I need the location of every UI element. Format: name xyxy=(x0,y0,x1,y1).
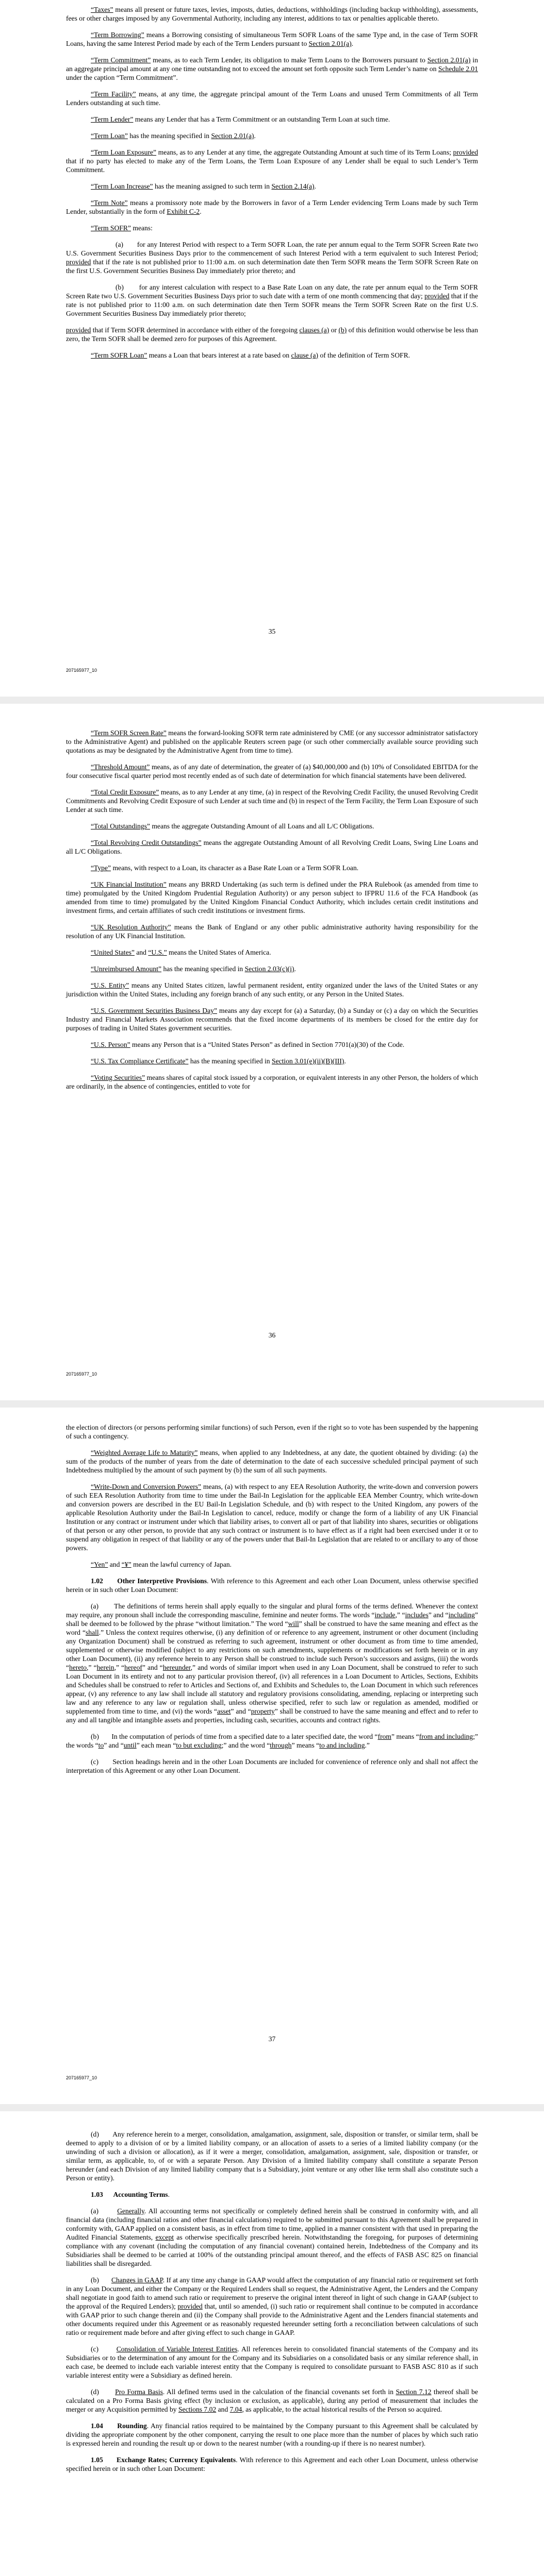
defined-term: Generally xyxy=(117,2207,144,2215)
text-run: has the meaning assigned to such term in xyxy=(153,182,272,190)
text-run: ” and “ xyxy=(230,1707,251,1715)
paragraph xyxy=(66,822,478,831)
text-run: ” shall be deemed to be followed by the phrase “without limitation.” The word “ xyxy=(66,1611,478,1628)
paragraph xyxy=(66,30,478,48)
paragraph xyxy=(66,1006,478,1032)
text-run: means, when applied to any Indebtedness, at any date, the quotient obtained by dividing: (a) the sum of the products of the number of years from the date of determination to the date of each successive scheduled principal payment of such Indebtedness multiplied by the amount of such payment by (b) the sum of all such payments. xyxy=(66,1449,478,1474)
paragraph xyxy=(66,1423,478,1440)
text-run: or xyxy=(329,326,339,334)
paragraph xyxy=(66,923,478,940)
defined-term: “Term Note” xyxy=(91,199,128,207)
paragraph xyxy=(66,880,478,915)
section-heading: Accounting Terms xyxy=(113,2191,168,2198)
defined-term: provided xyxy=(177,2302,203,2310)
text-run: and xyxy=(108,1561,122,1568)
defined-term: “Total Revolving Credit Outstandings” xyxy=(91,839,202,846)
defined-term: hereof xyxy=(124,1664,142,1671)
paragraph xyxy=(66,1577,478,1594)
paragraph xyxy=(66,1448,478,1475)
text-run: means the Bank of England or any other public administrative authority having responsibility for the resolution of any UK Financial Institution. xyxy=(66,923,478,940)
text-run: . xyxy=(168,2191,170,2198)
defined-term: Section 3.01(e)(ii)(B)(III) xyxy=(272,1057,344,1065)
text-run: means, with respect to a Loan, its character as a Base Rate Loan or a Term SOFR Loan. xyxy=(111,864,359,872)
text-run: that if the rate is not published prior to 11:00 a.m. on such determination date then Term SOFR means the Term SOFR Screen Rate on the first U.S. Government Securities Business Day immediately prior thereto; and xyxy=(66,258,478,275)
text-run: ” and “ xyxy=(142,1664,163,1671)
text-run: the election of directors (or persons performing similar functions) of such Person, even if the right so to vote has been suspended by the happening of such a contingency. xyxy=(66,1423,478,1440)
defined-term: provided xyxy=(66,326,91,334)
paragraph xyxy=(66,1057,478,1065)
defined-term: “Term Facility” xyxy=(91,90,136,98)
text-run: means shares of capital stock issued by a corporation, or equivalent interests in any other Person, the holders of which are ordinarily, in the absence of contingencies, entitled to vote for xyxy=(66,1074,478,1090)
defined-term: Consolidation of Variable Interest Entities xyxy=(116,2345,238,2353)
defined-term: from and including xyxy=(419,1733,473,1740)
defined-term: “Threshold Amount” xyxy=(91,763,150,771)
paragraph xyxy=(66,131,478,140)
defined-term: “Term SOFR Loan” xyxy=(91,351,147,359)
defined-term: “Write-Down and Conversion Powers” xyxy=(91,1483,202,1490)
text-run: ,” “ xyxy=(87,1664,97,1671)
text-run: ” shall be construed to have the same meaning and effect as the word “ xyxy=(66,1620,478,1636)
text-run: has the meaning specified in xyxy=(127,132,211,140)
section-heading: Rounding xyxy=(117,2422,147,2430)
paragraph xyxy=(66,2207,478,2268)
defined-term: “Term Loan Exposure” xyxy=(91,148,157,156)
defined-term: clauses (a) xyxy=(299,326,329,334)
page-number: 35 xyxy=(268,628,276,635)
text-run: that if no party has elected to make any of the Term Loans, the Term Loan Exposure of any Lender shall be equal to such Lender’s Term Commitment. xyxy=(66,157,478,174)
paragraph xyxy=(66,1732,478,1750)
defined-term: includes xyxy=(405,1611,428,1619)
paragraph xyxy=(66,838,478,856)
page-number: 36 xyxy=(268,1331,276,1339)
defined-term: to but excluding xyxy=(176,1741,222,1749)
defined-term: “Term Commitment” xyxy=(91,56,151,64)
text-run: (c) Section headings herein and in the other Loan Documents are included for convenience of reference only and shall not affect the interpretation of this Agreement or any other Loan Document. xyxy=(66,1758,478,1774)
paragraph xyxy=(66,1560,478,1569)
defined-term: “Unreimbursed Amount” xyxy=(91,965,162,973)
defined-term: through xyxy=(270,1741,292,1749)
text-run: means, as to each Term Lender, its obligation to make Term Loans to the Borrowers pursuant to xyxy=(151,56,427,64)
defined-term: hereunder xyxy=(162,1664,191,1671)
defined-term: except xyxy=(155,2233,174,2241)
defined-term: Section 2.01(a) xyxy=(308,40,352,47)
defined-term: Exhibit C-2 xyxy=(167,208,200,215)
defined-term: “UK Financial Institution” xyxy=(91,880,167,888)
defined-term: “Total Credit Exposure” xyxy=(91,788,159,796)
paragraph xyxy=(66,351,478,360)
text-run: means, as to any Lender at any time, the aggregate Outstanding Amount at such time of its Term Loans; xyxy=(156,148,453,156)
defined-term: “Weighted Average Life to Maturity” xyxy=(91,1449,198,1456)
defined-term: (b) xyxy=(338,326,347,334)
document-id: 207165977_10 xyxy=(66,2075,97,2080)
defined-term: Section 2.03(c)(i) xyxy=(244,965,294,973)
page-body xyxy=(66,5,478,360)
section-heading: 1.05 xyxy=(91,2456,117,2464)
text-run: ” shall be construed to have the same meaning and effect and to refer to any and all tangible and intangible assets and properties, including cash, securities, accounts and contract rights. xyxy=(66,1707,478,1724)
text-run: means any United States citizen, lawful permanent resident, entity organized under the laws of the United States or any jurisdiction within the United States, including any foreign branch of any such entity, or any Person in the United States. xyxy=(66,981,478,998)
text-run: means, (a) with respect to any EEA Resolution Authority, the write-down and conversion powers of such EEA Resolution Authority from time to time under the Bail-In Legislation for the applicable EEA Member Country, which write-down and conversion powers are described in the EU Bail-In Legislation Schedule, and (b) with respect to the United Kingdom, any powers of the applicable Resolution Authority under the Bail-In Legislation to cancel, reduce, modify or change the form of a liability of any UK Financial Institution or any contract or instrument under which that liability arises, to convert all or part of that liability into shares, securities or obligations of that person or any other person, to provide that any such contract or instrument is to have effect as if a right had been exercised under it or to suspend any obligation in respect of that liability or any of the powers under that Bail-In Legislation that are related to or ancillary to any of those powers. xyxy=(66,1483,479,1552)
defined-term: Section 2.01(a) xyxy=(211,132,254,140)
paragraph xyxy=(66,964,478,973)
paragraph xyxy=(66,224,478,232)
text-run: . With reference to this Agreement and each other Loan Document, unless otherwise specified herein or in such other Loan Document: xyxy=(66,2456,479,2472)
text-run: ” means “ xyxy=(291,1741,320,1749)
document-page-36 xyxy=(0,704,544,1400)
defined-term: “Term Borrowing” xyxy=(91,31,144,39)
paragraph xyxy=(66,56,478,82)
page-number: 37 xyxy=(268,2035,276,2043)
paragraph xyxy=(66,90,478,107)
text-run: and xyxy=(216,2405,230,2413)
defined-term: “United States” xyxy=(91,948,135,956)
paragraph xyxy=(66,2455,478,2473)
text-run: means any Person that is a “United States Person” as defined in Section 7701(a)(30) of the Code. xyxy=(130,1041,405,1048)
text-run: (a) for any Interest Period with respect to a Term SOFR Loan, the rate per annum equal to the Term SOFR Screen Rate two U.S. Government Securities Business Days prior to the commencement of such Interest Period with a term equivalent to such Interest Period; xyxy=(66,241,478,257)
paragraph xyxy=(66,1482,478,1552)
defined-term: Pro Forma Basis xyxy=(115,2388,163,2396)
paragraph xyxy=(66,863,478,872)
defined-term: Section 2.01(a) xyxy=(427,56,471,64)
paragraph xyxy=(66,2276,478,2337)
text-run: (a) xyxy=(91,2207,118,2215)
defined-term: to and including xyxy=(319,1741,365,1749)
defined-term: “¥” xyxy=(121,1561,131,1568)
text-run: (d) xyxy=(91,2388,116,2396)
text-run: . xyxy=(314,182,316,190)
defined-term: “Total Outstandings” xyxy=(91,822,150,830)
defined-term: hereto xyxy=(69,1664,87,1671)
text-run: . All accounting terms not specifically or completely defined herein shall be construed in conformity with, and all financial data (including financial ratios and other financial calculations) required to be submitted pursuant to this Agreement shall be prepared in conformity with, GAAP applied on a consistent basis, as in effect from time to time, applied in a manner consistent with that used in preparing the Audited Financial Statements, xyxy=(66,2207,478,2241)
paragraph xyxy=(66,2387,478,2414)
text-run: means, as to any Lender at any time, (a) in respect of the Revolving Credit Facility, the unused Revolving Credit Commitments and Revolving Credit Exposure of such Lender at such time and (b) in respect of the Term Facility, the Term Loan Exposure of such Lender at such time. xyxy=(66,788,479,814)
text-run: .” xyxy=(365,1741,370,1749)
section-heading: Exchange Rates; Currency Equivalents xyxy=(117,2456,236,2464)
text-run: and xyxy=(134,948,149,956)
text-run: as otherwise specifically prescribed herein. Notwithstanding the foregoing, for purposes of determining compliance with any covenant (including the computation of any financial covenant) contained herein, Indebtedness of the Company and its Subsidiaries shall be deemed to be carried at 100% of the outstanding principal amount thereof, and the effects of FASB ASC 825 on financial liabilities shall be disregarded. xyxy=(66,2233,478,2267)
defined-term: provided xyxy=(66,258,91,266)
text-run: means the aggregate Outstanding Amount of all Loans and all L/C Obligations. xyxy=(150,822,374,830)
text-run: means the aggregate Outstanding Amount of all Revolving Credit Loans, Swing Line Loans and all L/C Obligations. xyxy=(66,839,478,855)
text-run: . Any financial ratios required to be maintained by the Company pursuant to this Agreement shall be calculated by dividing the appropriate component by the other component, carrying the result to one place more than the number of places by which such ratio is expressed herein and rounding the result up or down to the nearest number (with a rounding-up if there is no nearest number). xyxy=(66,2422,478,2447)
text-run: under the caption “Term Commitment”. xyxy=(66,74,178,81)
defined-term: 7.04 xyxy=(229,2405,242,2413)
paragraph xyxy=(66,326,478,343)
text-run: ” and “ xyxy=(428,1611,449,1619)
text-run: mean the lawful currency of Japan. xyxy=(131,1561,232,1568)
defined-term: “Type” xyxy=(91,864,111,872)
document-id: 207165977_10 xyxy=(66,1371,97,1377)
paragraph xyxy=(66,283,478,318)
text-run: means the United States of America. xyxy=(167,948,271,956)
paragraph xyxy=(66,2421,478,2448)
paragraph xyxy=(66,981,478,998)
text-run: means a Loan that bears interest at a rate based on xyxy=(147,351,291,359)
text-run: means: xyxy=(130,224,153,232)
text-run: means, at any time, the aggregate principal amount of the Term Loans and unused Term Commitments of all Term Lenders outstanding at such time. xyxy=(66,90,478,107)
text-run: . xyxy=(351,40,354,47)
paragraph xyxy=(66,2190,478,2199)
text-run: ;” and the word “ xyxy=(221,1741,270,1749)
text-run: that if the rate is not published prior to 11:00 a.m. on such determination date then Term SOFR means the Term SOFR Screen Rate on the first U.S. Government Securities Business Day immediately prior thereto; xyxy=(66,292,478,317)
defined-term: to xyxy=(98,1741,104,1749)
paragraph xyxy=(66,1602,478,1724)
text-run: . xyxy=(344,1057,346,1065)
text-run: means any Lender that has a Term Commitment or an outstanding Term Loan at such time. xyxy=(133,115,390,123)
defined-term: “U.S. Person” xyxy=(91,1041,130,1048)
text-run: . xyxy=(200,208,202,215)
text-run: means the forward-looking SOFR term rate administered by CME (or any successor administrator satisfactory to the Administrative Agent) and published on the applicable Reuters screen page (or such other commercially available source providing such quotations as may be designated by the Administrative Agent from time to time). xyxy=(66,729,478,754)
text-run: (b) for any interest calculation with respect to a Base Rate Loan on any date, the rate per annum equal to the Term SOFR Screen Rate two U.S. Government Securities Business Days prior to such date with a term of one month commencing that day; xyxy=(66,283,478,300)
defined-term: “U.S.” xyxy=(148,948,167,956)
defined-term: Schedule 2.01 xyxy=(438,65,478,73)
defined-term: Section 7.12 xyxy=(395,2388,432,2396)
text-run: means a Borrowing consisting of simultaneous Term SOFR Loans of the same Type and, in the case of Term SOFR Loans, having the same Interest Period made by each of the Term Lenders pursuant to xyxy=(66,31,478,47)
defined-term: until xyxy=(123,1741,137,1749)
paragraph xyxy=(66,5,478,23)
paragraph xyxy=(66,148,478,174)
text-run: . With reference to this Agreement and each other Loan Document, unless otherwise specified herein or in such other Loan Document: xyxy=(66,1577,478,1594)
text-run: means all present or future taxes, levies, imposts, duties, deductions, withholdings (including backup withholding), assessments, fees or other charges imposed by any Governmental Authority, including any interest, additions to tax or penalties applicable thereto. xyxy=(66,6,478,22)
text-run: .” Unless the context requires otherwise, (i) any definition of or reference to any agreement, instrument or other document (including any Organization Document) shall be construed as referring to such agreement, instrument or other document as from time to time amended, supplemented or otherwise modified (subject to any restrictions on such amendments, supplements or modifications set forth herein or in any other Loan Document), (ii) any reference herein to any Person shall be construed to include such Person’s successors and assigns, (iii) the words “ xyxy=(66,1629,478,1671)
defined-term: “Yen” xyxy=(91,1561,108,1568)
text-run: ,” and words of similar import when used in any Loan Document, shall be construed to refer to such Loan Document in its entirety and not to any particular provision thereof, (iv) all references in a Loan Document to Articles, Sections, Exhibits and Schedules shall be construed to refer to Articles and Sections of, and Exhibits and Schedules to, the Loan Document in which such references appear, (v) any reference to any law shall include all statutory and regulatory provisions consolidating, amending, replacing or interpreting such law and any reference to any law or regulation shall, unless otherwise specified, refer to such law or regulation as amended, modified or supplemented from time to time, and (vi) the words “ xyxy=(66,1664,478,1715)
defined-term: herein xyxy=(96,1664,114,1671)
defined-term: from xyxy=(377,1733,391,1740)
section-heading: 1.04 xyxy=(91,2422,118,2430)
page-body xyxy=(66,2130,478,2473)
document-page-38 xyxy=(0,2111,544,2576)
defined-term: asset xyxy=(217,1707,231,1715)
paragraph xyxy=(66,1757,478,1775)
text-run: ,” “ xyxy=(114,1664,125,1671)
defined-term: “Voting Securities” xyxy=(91,1074,145,1081)
text-run: . All defined terms used in the calculation of the financial covenants set forth in xyxy=(162,2388,396,2396)
defined-term: “Term SOFR Screen Rate” xyxy=(91,729,167,737)
text-run: means any BRRD Undertaking (as such term is defined under the PRA Rulebook (as amended from time to time) promulgated by the United Kingdom Prudential Regulation Authority) or any person subject to IFPRU 11.6 of the FCA Handbook (as amended from time to time) promulgated by the United Kingdom Financial Conduct Authority, which includes certain credit institutions and investment firms, and certain affiliates of such credit institutions or investment firms. xyxy=(66,880,478,914)
defined-term: provided xyxy=(424,292,450,300)
defined-term: “Term Loan” xyxy=(91,132,128,140)
section-heading: 1.02 xyxy=(91,1577,118,1585)
defined-term: shall xyxy=(86,1629,99,1636)
paragraph xyxy=(66,2345,478,2380)
paragraph xyxy=(66,2130,478,2182)
page-body xyxy=(66,728,478,1091)
defined-term: “U.S. Tax Compliance Certificate” xyxy=(91,1057,189,1065)
paragraph xyxy=(66,182,478,191)
defined-term: “Term SOFR” xyxy=(91,224,131,232)
defined-term: include xyxy=(374,1611,395,1619)
defined-term: “U.S. Entity” xyxy=(91,981,129,989)
defined-term: “Term Lender” xyxy=(91,115,134,123)
page-body xyxy=(66,1423,478,1775)
defined-term: clause (a) xyxy=(291,351,319,359)
text-run: . xyxy=(254,132,256,140)
paragraph xyxy=(66,762,478,780)
paragraph xyxy=(66,115,478,124)
text-run: (b) xyxy=(91,2276,111,2284)
text-run: ,” “ xyxy=(395,1611,405,1619)
text-run: of this definition would otherwise be less than zero, the Term SOFR shall be deemed zero for purposes of this Agreement. xyxy=(66,326,479,343)
defined-term: Changes in GAAP xyxy=(111,2276,163,2284)
text-run: means any day except for (a) a Saturday, (b) a Sunday or (c) a day on which the Securities Industry and Financial Markets Association recommends that the fixed income departments of its members be closed for the entire day for purposes of trading in United States government securities. xyxy=(66,1007,478,1032)
defined-term: provided xyxy=(453,148,478,156)
defined-term: “U.S. Government Securities Business Day” xyxy=(91,1007,217,1014)
section-heading: Other Interpretive Provisions xyxy=(117,1577,207,1585)
text-run: that, until so amended, (i) such ratio or requirement shall continue to be computed in accordance with GAAP prior to such change therein and (ii) the Company shall provide to the Administrative Agent and the Lenders financial statements and other documents required under this Agreement or as reasonably requested hereunder setting forth a reconciliation between calculations of such ratio or requirement made before and after giving effect to such change in GAAP. xyxy=(66,2302,478,2336)
text-run: ;” the words “ xyxy=(66,1733,479,1749)
paragraph xyxy=(66,1073,478,1091)
text-run: (b) In the computation of periods of time from a specified date to a later specified date, the word “ xyxy=(91,1733,378,1740)
text-run: thereof shall be calculated on a Pro Forma Basis giving effect (by inclusion or exclusion, as applicable), during any period of measurement that includes the merger or any Acquisition permitted by xyxy=(66,2388,478,2413)
defined-term: Section 2.14(a) xyxy=(271,182,315,190)
text-run: ” means “ xyxy=(391,1733,419,1740)
paragraph xyxy=(66,240,478,275)
document-id: 207165977_10 xyxy=(66,668,97,673)
text-run: (d) Any reference herein to a merger, consolidation, amalgamation, assignment, sale, disposition or transfer, or similar term, shall be deemed to apply to a division of or by a limited liability company, or an allocation of assets to a series of a limited liability company (or the unwinding of such a division or allocation), as if it were a merger, consolidation, amalgamation, assignment, sale, disposition or transfer, or similar term, as applicable, to, of or with a separate Person. Any Division of a limited liability company shall constitute a separate Person hereunder (and each Division of any limited liability company that is a Subsidiary, joint venture or any other like term shall also constitute such a Person or entity). xyxy=(66,2130,478,2182)
paragraph xyxy=(66,788,478,814)
paragraph xyxy=(66,198,478,216)
document-page-35 xyxy=(0,0,544,697)
text-run: means, as of any date of determination, the greater of (a) $40,000,000 and (b) 10% of Consolidated EBITDA for the four consecutive fiscal quarter period most recently ended as of such date of determination for which financial statements have been delivered. xyxy=(66,763,478,779)
text-run: ” each mean “ xyxy=(136,1741,176,1749)
text-run: , as applicable, to the actual historical results of the Person so acquired. xyxy=(242,2405,442,2413)
text-run: (a) The definitions of terms herein shall apply equally to the singular and plural forms of the terms defined. Whenever the context may require, any pronoun shall include the corresponding masculine, feminine and neuter forms. The words “ xyxy=(66,1602,478,1619)
defined-term: property xyxy=(251,1707,275,1715)
paragraph xyxy=(66,1040,478,1049)
paragraph xyxy=(66,728,478,755)
text-run: that if Term SOFR determined in accordance with either of the foregoing xyxy=(91,326,300,334)
defined-term: Sections 7.02 xyxy=(178,2405,217,2413)
text-run: means a promissory note made by the Borrowers in favor of a Term Lender evidencing Term Loans made by such Term Lender, substantially in the form of xyxy=(66,199,478,215)
defined-term: “Term Loan Increase” xyxy=(91,182,153,190)
defined-term: “Taxes” xyxy=(91,6,113,13)
text-run: . xyxy=(294,965,296,973)
document-page-37 xyxy=(0,1408,544,2104)
text-run: . If at any time any change in GAAP would affect the computation of any financial ratio or requirement set forth in any Loan Document, and either the Company or the Required Lenders shall so request, the Administrative Agent, the Lenders and the Company shall negotiate in good faith to amend such ratio or requirement to preserve the original intent thereof in light of such change in GAAP (subject to the approval of the Required Lenders); xyxy=(66,2276,478,2310)
section-heading: 1.03 xyxy=(91,2191,113,2198)
text-run: of the definition of Term SOFR. xyxy=(318,351,410,359)
text-run: (c) xyxy=(91,2345,117,2353)
defined-term: will xyxy=(288,1620,299,1628)
text-run: has the meaning specified in xyxy=(161,965,245,973)
text-run: ” and “ xyxy=(104,1741,124,1749)
text-run: . All references herein to consolidated financial statements of the Company and its Subsidiaries or to the determination of any amount for the Company and its Subsidiaries on a consolidated basis or any similar reference shall, in each case, be deemed to include each variable interest entity that the Company is required to consolidate pursuant to FASB ASC 810 as if such variable interest entity were a Subsidiary as defined herein. xyxy=(66,2345,479,2379)
defined-term: “UK Resolution Authority” xyxy=(91,923,171,931)
paragraph xyxy=(66,948,478,957)
text-run: in an aggregate principal amount at any one time outstanding not to exceed the amount set forth opposite such Term Lender’s name on xyxy=(66,56,478,73)
text-run: has the meaning specified in xyxy=(188,1057,272,1065)
defined-term: including xyxy=(448,1611,475,1619)
